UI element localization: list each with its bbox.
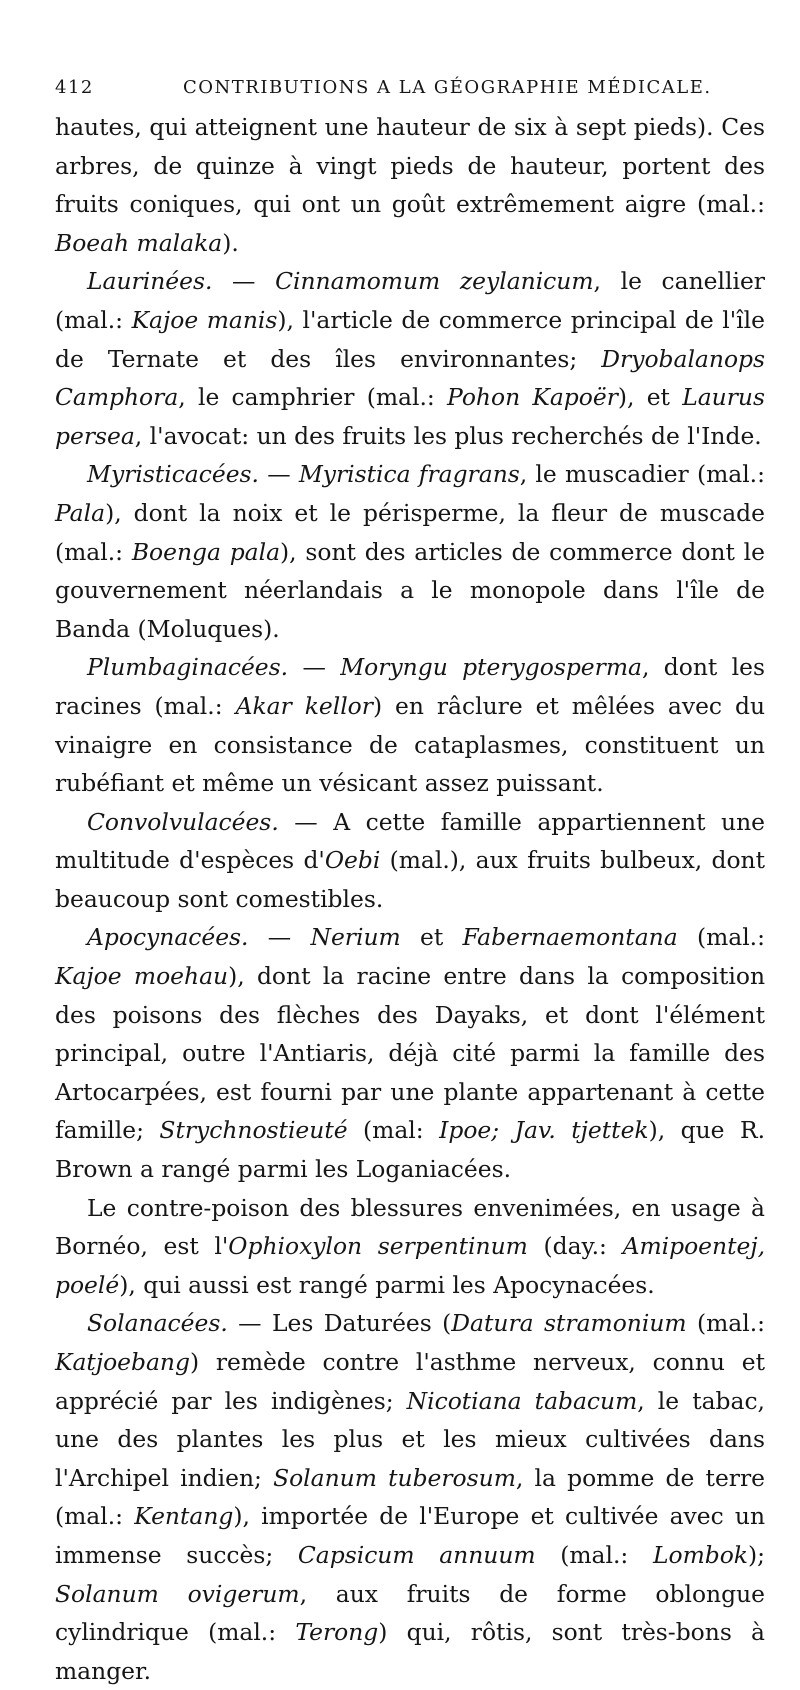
italic-text-run: Fabernaemontana (462, 923, 678, 952)
text-run: hautes, qui atteignent une hauteur de six à sept pieds). Ces arbres, de quinze à vingt pieds de hauteur, portent des fruits coniques, qui ont un goût extrêmement aigre (mal.: (55, 113, 765, 219)
italic-text-run: Kentang (134, 1502, 234, 1531)
paragraph (55, 1189, 765, 1305)
italic-text-run: Myristicacées. (87, 460, 259, 489)
text-run: , le tabac, une des plantes les plus et les mieux cultivées dans l'Archipel indien; (55, 1386, 765, 1492)
text-run: (mal: (347, 1116, 440, 1145)
text-run: — (248, 923, 311, 952)
text-run: — (288, 653, 341, 682)
text-run: ). (222, 228, 239, 257)
italic-text-run: Solanum tuberosum (273, 1463, 516, 1492)
text-run: (mal.: (535, 1540, 653, 1569)
text-run: , le muscadier (mal.: (519, 460, 766, 489)
paragraph (55, 918, 765, 1188)
italic-text-run: Cinnamomum zeylanicum (275, 267, 594, 296)
paragraph (55, 648, 765, 802)
italic-text-run: Strychnostieuté (159, 1116, 348, 1145)
text-run: , le camphrier (mal.: (178, 383, 448, 412)
text-run: , le canellier (mal.: (55, 267, 765, 334)
text-run: — A cette famille appartiennent une multitude d'espèces d' (55, 807, 765, 875)
italic-text-run: Terong (295, 1618, 379, 1647)
italic-text-run: Laurus persea (55, 383, 765, 450)
italic-text-run: Katjoebang (55, 1348, 190, 1376)
text-run: — (258, 460, 299, 489)
paragraph (55, 108, 765, 262)
italic-text-run: Nerium (310, 923, 401, 952)
italic-text-run: Kajoe moehau (55, 962, 229, 991)
italic-text-run: Nicotiana tabacum (406, 1386, 638, 1415)
text-run: ), dont la noix et le périsperme, la fleur de muscade (mal.: (55, 498, 765, 566)
text-run: Le contre-poison des blessures envenimées, en usage à Bornéo, est l' (55, 1193, 765, 1261)
text-run: ) remède contre l'asthme nerveux, connu et apprécié par les indigènes; (55, 1348, 765, 1415)
italic-text-run: Moryngu pterygosperma (340, 653, 642, 682)
italic-text-run: Solanum ovigerum (55, 1579, 300, 1608)
page-number: 412 (55, 77, 94, 98)
running-title: CONTRIBUTIONS A LA GÉOGRAPHIE MÉDICALE. (183, 77, 712, 98)
paragraph (55, 262, 765, 455)
text-run: ), l'article de commerce principal de l'île de Ternate et des îles environnantes; (55, 305, 765, 373)
text-run: ); (747, 1540, 765, 1569)
text-run: ), qui aussi est rangé parmi les Apocynacées. (119, 1270, 655, 1299)
text-run: , aux fruits de forme oblongue cylindrique (mal.: (55, 1579, 765, 1647)
text-run: (day.: (527, 1232, 623, 1261)
body-text (55, 108, 765, 1690)
italic-text-run: Pohon Kapoër (447, 383, 618, 412)
italic-text-run: Pala (55, 498, 106, 527)
text-run: ), que R. Brown a rangé parmi les Loganiacées. (55, 1116, 766, 1184)
italic-text-run: Boeah malaka (55, 228, 223, 257)
italic-text-run: Solanacées. (87, 1309, 228, 1338)
italic-text-run: Plumbaginacées. (87, 653, 289, 682)
italic-text-run: Boenga pala (131, 537, 281, 566)
italic-text-run: Myristica fragrans (298, 460, 520, 489)
italic-text-run: Laurinées. (87, 267, 213, 296)
italic-text-run: Convolvulacées. (87, 807, 279, 836)
italic-text-run: Lombok (652, 1540, 748, 1569)
text-run: (mal.: (686, 1309, 766, 1338)
italic-text-run: Ophioxylon serpentinum (228, 1232, 528, 1261)
text-run: , l'avocat: un des fruits les plus recherchés de l'Inde. (134, 421, 762, 450)
text-run: , dont les racines (mal.: (55, 653, 765, 720)
text-run: ), dont la racine entre dans la composition des poisons des flèches des Dayaks, et dont l'élément principal, outre l'Antiaris, déjà cité parmi la famille des Artocarpées, est fourni par une plante appartenant à cette famille; (55, 962, 766, 1145)
italic-text-run: Oebi (324, 846, 381, 875)
text-run: ), et (617, 383, 683, 412)
paragraph (55, 1304, 765, 1690)
text-run: ), sont des articles de commerce dont le gouvernement néerlandais a le monopole dans l'île de Banda (Moluques). (55, 537, 765, 643)
italic-text-run: Amipoentej, poelé (55, 1232, 766, 1299)
text-run: (mal.), aux fruits bulbeux, dont beaucoup sont comestibles. (55, 846, 765, 913)
paragraph (55, 455, 765, 648)
text-run: — Les Daturées ( (227, 1309, 452, 1338)
text-run: ), importée de l'Europe et cultivée avec un immense succès; (55, 1502, 766, 1569)
italic-text-run: Akar kellor (235, 691, 373, 720)
italic-text-run: Dryobalanops Camphora (55, 344, 765, 412)
text-run: ) qui, rôtis, sont très-bons à manger. (55, 1618, 765, 1685)
text-run: , la pomme de terre (mal.: (55, 1463, 765, 1531)
text-run: et (400, 923, 463, 952)
italic-text-run: Kajoe manis (131, 305, 278, 334)
text-run: ) en râclure et mêlées avec du vinaigre en consistance de cataplasmes, constituent un rubéfiant et même un vésicant assez puissant. (55, 691, 766, 798)
paragraph (55, 803, 765, 919)
text-run: (mal.: (677, 923, 765, 952)
page-header (55, 72, 745, 104)
italic-text-run: Ipoe; Jav. tjettek (439, 1116, 649, 1145)
italic-text-run: Apocynacées. (87, 923, 249, 952)
italic-text-run: Datura stramonium (451, 1309, 687, 1338)
text-run: — (212, 267, 276, 296)
italic-text-run: Capsicum annuum (297, 1540, 536, 1569)
